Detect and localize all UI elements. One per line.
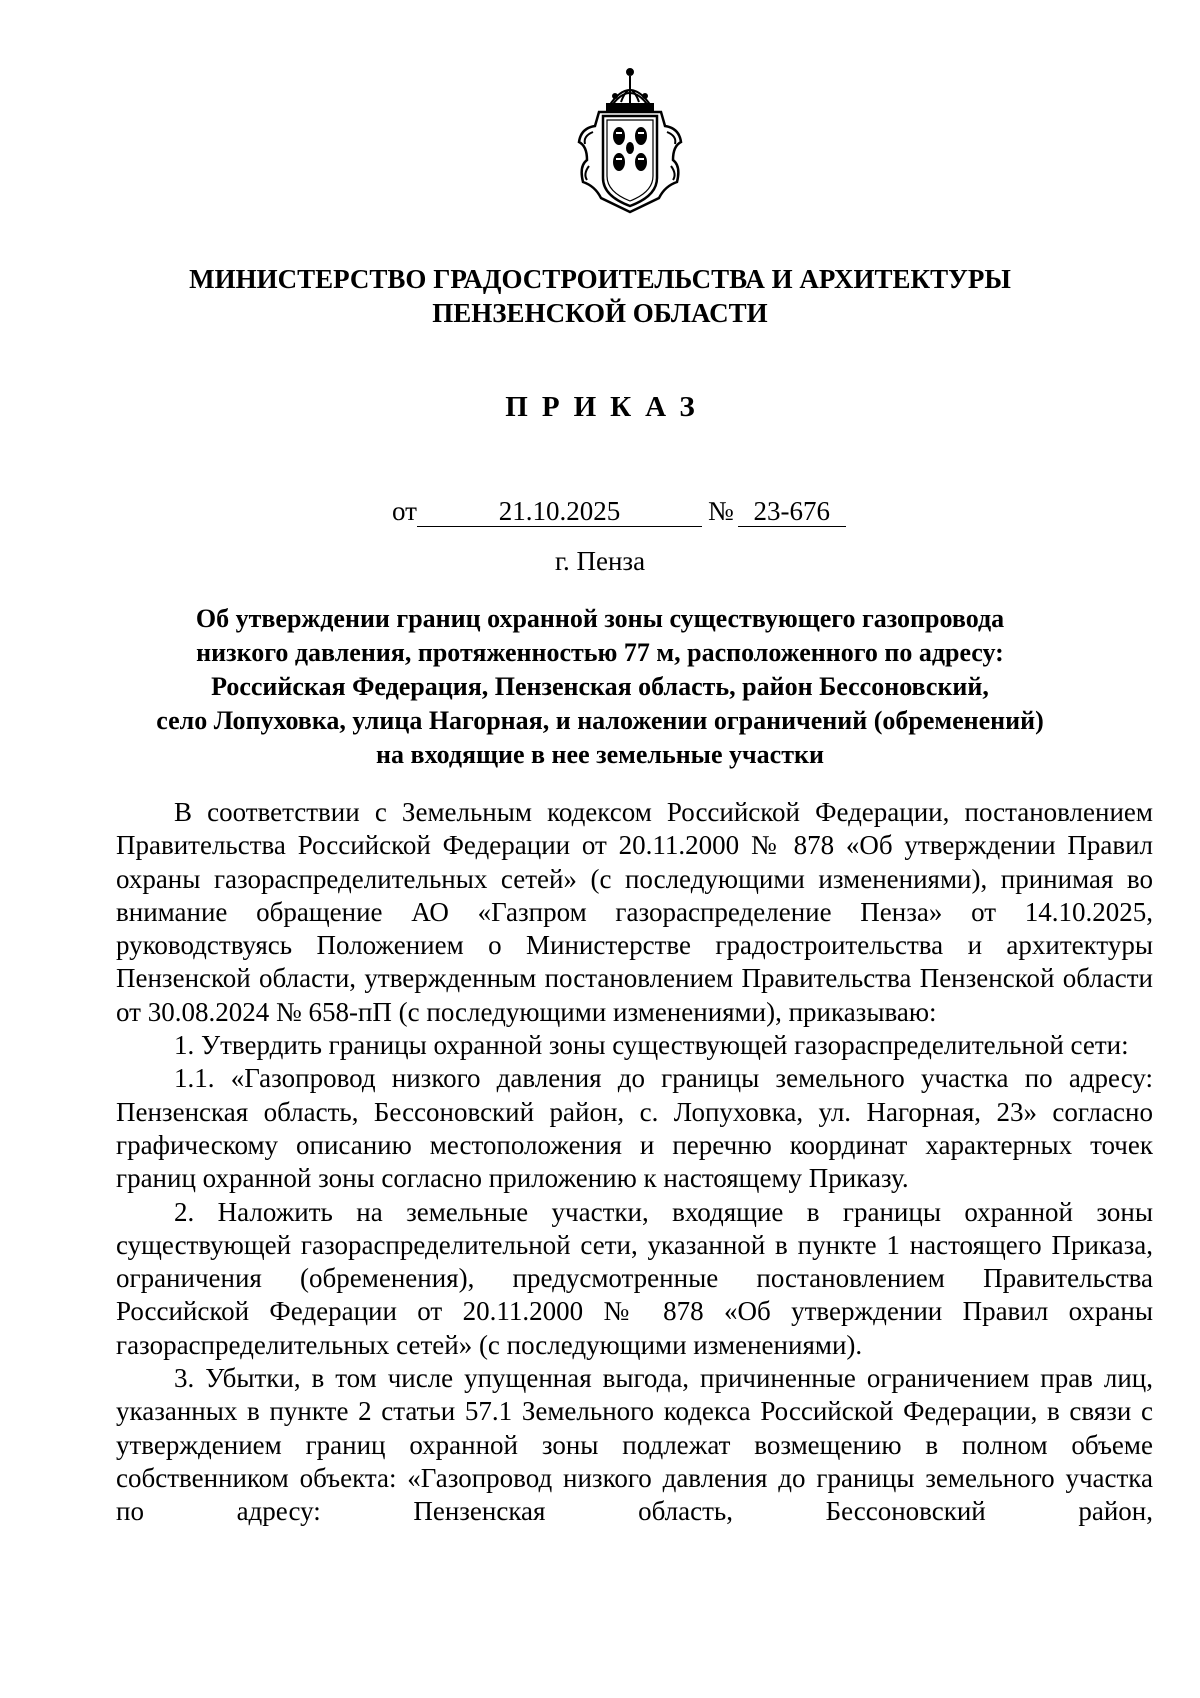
ministry-name [60,262,1140,330]
order-body [116,796,1153,1529]
subject-line: низкого давления, протяженностью 77 м, расположенного по адресу: [196,638,1004,667]
item-1-1-paragraph: 1.1. «Газопровод низкого давления до границы земельного участка по адресу: Пензенская область, Бессоновский район, с. Лопуховка, ул. Нагорная, 23» согласно графическому описанию местоположения и перечню координат характерных точек границ охранной зоны согласно приложению к настоящему Приказу. [116,1063,1153,1194]
order-subject [100,602,1100,772]
item-1-paragraph: 1. Утвердить границы охранной зоны существующей газораспределительной сети: [174,1030,1129,1061]
date-label: от [392,496,417,526]
order-number: 23-676 [738,496,846,527]
subject-line: Об утверждении границ охранной зоны существующего газопровода [195,604,1005,633]
ministry-name-line2: ПЕНЗЕНСКОЙ ОБЛАСТИ [432,298,768,328]
preamble-paragraph: В соответствии с Земельным кодексом Российской Федерации, постановлением Правительства Российской Федерации от 20.11.2000 № 878 «Об утверждении Правил охраны газораспределительных сетей» (с последующими изменениями), принимая во внимание обращение АО «Газпром газораспределение Пенза» от 14.10.2025, руководствуясь Положением о Министерстве градостроительства и архитектуры Пензенской области, утвержденным постановлением Правительства Пензенской области от 30.08.2024 № 658-пП (с последующими изменениями), приказываю: [116,797,1153,1027]
subject-line: на входящие в нее земельные участки [376,740,824,769]
subject-line: село Лопуховка, улица Нагорная, и наложении ограничений (обременений) [156,706,1044,735]
order-date-number-line [392,494,846,528]
order-title: ПРИКАЗ [505,391,709,423]
order-date: 21.10.2025 [417,496,702,527]
item-2-paragraph: 2. Наложить на земельные участки, входящие в границы охранной зоны существующей газораспределительной сети, указанной в пункте 1 настоящего Приказа, ограничения (обременения), предусмотренные постановлением Правительства Российской Федерации от 20.11.2000 № 878 «Об утверждении Правил охраны газораспределительных сетей» (с последующими изменениями). [116,1196,1153,1360]
number-label: № [707,496,734,526]
ministry-name-line1: МИНИСТЕРСТВО ГРАДОСТРОИТЕЛЬСТВА И АРХИТЕКТУРЫ [189,264,1011,294]
item-3-paragraph: 3. Убытки, в том числе упущенная выгода, причиненные ограничением прав лиц, указанных в пункте 2 статьи 57.1 Земельного кодекса Российской Федерации, в связи с утверждением границ охранной зоны подлежат возмещению в полном объеме собственником объекта: «Газопровод низкого давления до границы земельного участка по адресу: Пензенская область, Бессоновский район, [116,1363,1153,1527]
subject-line: Российская Федерация, Пензенская область, район Бессоновский, [211,672,989,701]
coat-of-arms-emblem [569,66,691,216]
order-city: г. Пенза [554,546,646,576]
